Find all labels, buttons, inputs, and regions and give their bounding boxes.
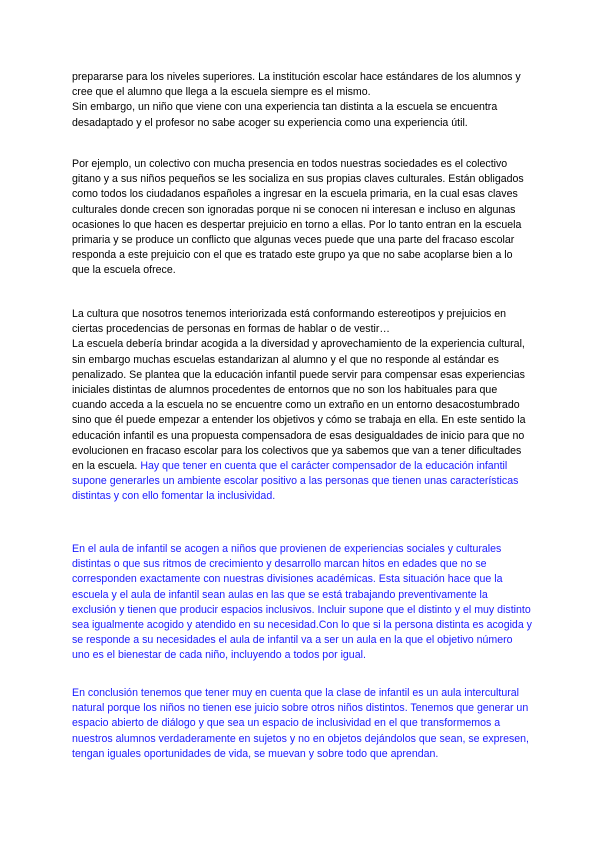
paragraph-3-intro: La cultura que nosotros tenemos interiorizada está conformando estereotipos y prejuicios en ciertas procedencias de personas en formas de hablar o de vestir… bbox=[72, 308, 507, 336]
paragraph-1-line-2: Sin embargo, un niño que viene con una experiencia tan distinta a la escuela se encuentra desadaptado y el profesor no sabe acoger su experiencia como una experiencia útil. bbox=[72, 101, 498, 129]
paragraph-3-body: La escuela debería brindar acogida a la diversidad y aprovechamiento de la experiencia cultural, sin embargo muchas escuelas estandarizan al alumno y el que no responde al estándar es penalizado. Se plantea que la educación infantil puede servir para compensar esas experiencias iniciales distintas de alumnos procedentes de entornos que no son los habituales para que cuando acceda a la escuela no se encuentre como un extraño en un entorno desacostumbrado sino que él puede empezar a entender los objetivos y cómo se trabaja en ella. En este sentido la educación infantil es una propuesta compensadora de esas desigualdades de inicio para que no evolucionen en fracaso escolar para los colectivos que ya sabemos que van a tener dificultades en la escuela. bbox=[72, 338, 526, 473]
paragraph-1 bbox=[72, 70, 532, 131]
paragraph-5: En conclusión tenemos que tener muy en cuenta que la clase de infantil es un aula intercultural natural porque los niños no tienen ese juicio sobre otros niños distintos. Tenemos que generar un espacio abierto de diálogo y que sea un espacio de inclusividad en el que transformemos a nuestros alumnos verdaderamente en sujetos y no en objetos dejándolos que sean, se expresen, tengan iguales oportunidades de vida, se muevan y sobre todo que aprendan. bbox=[72, 687, 530, 760]
paragraph-3 bbox=[72, 307, 532, 505]
paragraph-2: Por ejemplo, un colectivo con mucha presencia en todos nuestras sociedades es el colectivo gitano y a sus niños pequeños se les socializa en sus propias claves culturales. Están obligados como todos los ciudadanos españoles a ingresar en la escuela primaria, en la cual esas claves culturales donde crecen son ignoradas porque ni se conocen ni interesan e incluso en algunas ocasiones lo que hacen es despertar prejuicio en torno a ellas. Por lo tanto entran en la escuela primaria y se produce un conflicto que algunas veces puede que una parte del fracaso escolar responda a este prejuicio con el que es tratado este grupo ya que no sabe acoplarse bien a lo que la escuela ofrece. bbox=[72, 158, 524, 277]
paragraph-4: En el aula de infantil se acogen a niños que provienen de experiencias sociales y culturales distintas o que sus ritmos de crecimiento y desarrollo marcan hitos en edades que no se corresponden exactamente con nuestras divisiones académicas. Esta situación hace que la escuela y el aula de infantil sean aulas en las que se está trabajando preventivamente la exclusión y tienen que producir espacios inclusivos. Incluir supone que el distinto y el muy distinto sea igualmente acogido y atendido en su necesidad.Con lo que si la persona distinta es acogida y se responde a su necesidades el aula de infantil va a ser un aula en la que el objetivo número uno es el bienestar de cada niño, incluyendo a todos por igual. bbox=[72, 543, 532, 662]
paragraph-1-line-1: prepararse para los niveles superiores. La institución escolar hace estándares de los alumnos y cree que el alumno que llega a la escuela siempre es el mismo. bbox=[72, 71, 521, 99]
paragraph-3-highlight: Hay que tener en cuenta que el carácter compensador de la educación infantil supone generarles un ambiente escolar positivo a las personas que tienen unas características distintas y con ello fomentar la inclusividad. bbox=[72, 460, 519, 503]
